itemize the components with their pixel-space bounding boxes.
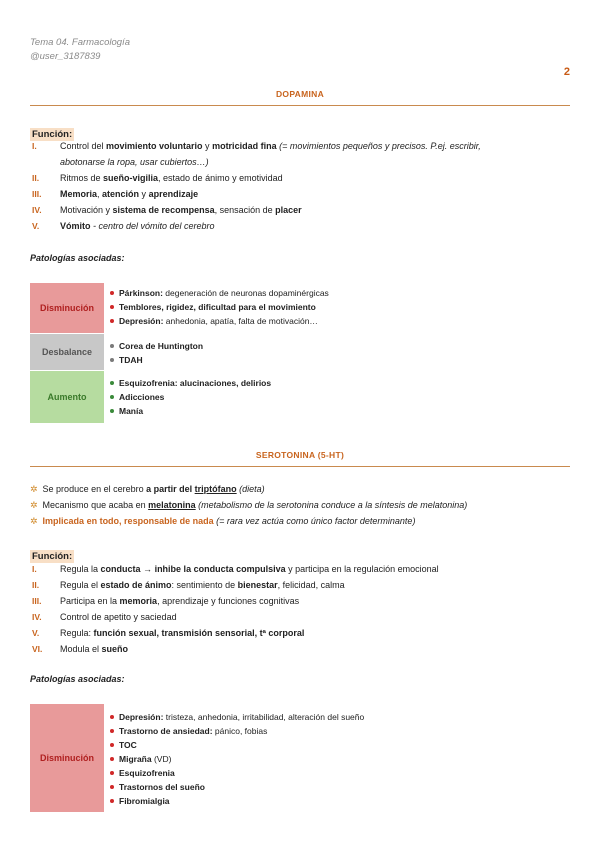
cell-aumento: Aumento [30, 371, 104, 423]
list-item: Corea de Huntington [109, 339, 569, 353]
funcion-label: Función: [32, 129, 73, 140]
list-item: Fibromialgia [109, 794, 569, 808]
star-icon: ✲ [30, 484, 38, 494]
header-user: @user_3187839 [30, 51, 101, 62]
section-divider [30, 466, 570, 467]
list-item: Manía [109, 404, 569, 418]
patologias-label: Patologías asociadas: [30, 674, 125, 684]
list-item: V. Vómito - centro del vómito del cerebro [32, 221, 215, 231]
disminucion-list [109, 286, 569, 328]
intro-line: ✲ Mecanismo que acaba en melatonina (metabolismo de la serotonina conduce a la síntesis de melatonina) [30, 500, 468, 510]
list-item: I. Regula la conducta → inhibe la conducta compulsiva y participa en la regulación emocional [32, 564, 439, 574]
desbalance-list [109, 339, 569, 367]
section-divider [30, 105, 570, 106]
list-item: Adicciones [109, 390, 569, 404]
section-title-dopamina: DOPAMINA [275, 89, 325, 99]
cell-desbalance: Desbalance [30, 334, 104, 370]
header-subject: Tema 04. Farmacología [30, 37, 130, 48]
list-item: Trastorno de ansiedad: pánico, fobias [109, 724, 569, 738]
funcion-label: Función: [32, 551, 73, 562]
list-item: Esquizofrenia [109, 766, 569, 780]
list-item: IV. Control de apetito y saciedad [32, 612, 177, 622]
list-item: III. Participa en la memoria, aprendizaje y funciones cognitivas [32, 596, 300, 606]
list-item: TDAH [109, 353, 569, 367]
aumento-list [109, 376, 569, 418]
list-item: Esquizofrenia: alucinaciones, delirios [109, 376, 569, 390]
serotonina-function-list [30, 561, 575, 657]
cell-disminucion: Disminución [30, 283, 104, 333]
list-item: VI. Modula el sueño [32, 644, 129, 654]
intro-line: ✲ Implicada en todo, responsable de nada (= rara vez actúa como único factor determinante) [30, 516, 416, 526]
list-item: Trastornos del sueño [109, 780, 569, 794]
patologias-label: Patologías asociadas: [30, 253, 125, 263]
list-item: Depresión: tristeza, anhedonia, irritabilidad, alteración del sueño [109, 710, 569, 724]
list-item: II. Regula el estado de ánimo: sentimiento de bienestar, felicidad, calma [32, 580, 345, 590]
list-item: Migraña (VD) [109, 752, 569, 766]
list-item: Temblores, rigidez, dificultad para el movimiento [109, 300, 569, 314]
star-icon: ✲ [30, 516, 38, 526]
dopamina-function-list [30, 138, 570, 234]
section-title-serotonina: SEROTONINA (5-HT) [255, 450, 345, 460]
list-item: TOC [109, 738, 569, 752]
intro-line: ✲ Se produce en el cerebro a partir del triptófano (dieta) [30, 484, 265, 494]
serotonina-intro [30, 481, 575, 529]
list-item: III. Memoria, atención y aprendizaje [32, 189, 199, 199]
cell-disminucion: Disminución [30, 704, 104, 812]
page-number: 2 [563, 66, 570, 78]
list-item: Depresión: anhedonia, apatía, falta de motivación… [109, 314, 569, 328]
list-item: IV. Motivación y sistema de recompensa, sensación de placer [32, 205, 302, 215]
list-item: Párkinson: degeneración de neuronas dopaminérgicas [109, 286, 569, 300]
list-item: II. Ritmos de sueño-vigilia, estado de ánimo y emotividad [32, 173, 283, 183]
list-item: V. Regula: función sexual, transmisión sensorial, tª corporal [32, 628, 305, 638]
list-item: I. Control del movimiento voluntario y motricidad fina (= movimientos pequeños y precisos. P.ej. escribir, abotonarse la ropa, usar cubiertos…) [32, 141, 481, 167]
star-icon: ✲ [30, 500, 38, 510]
disminucion-list [109, 710, 569, 808]
